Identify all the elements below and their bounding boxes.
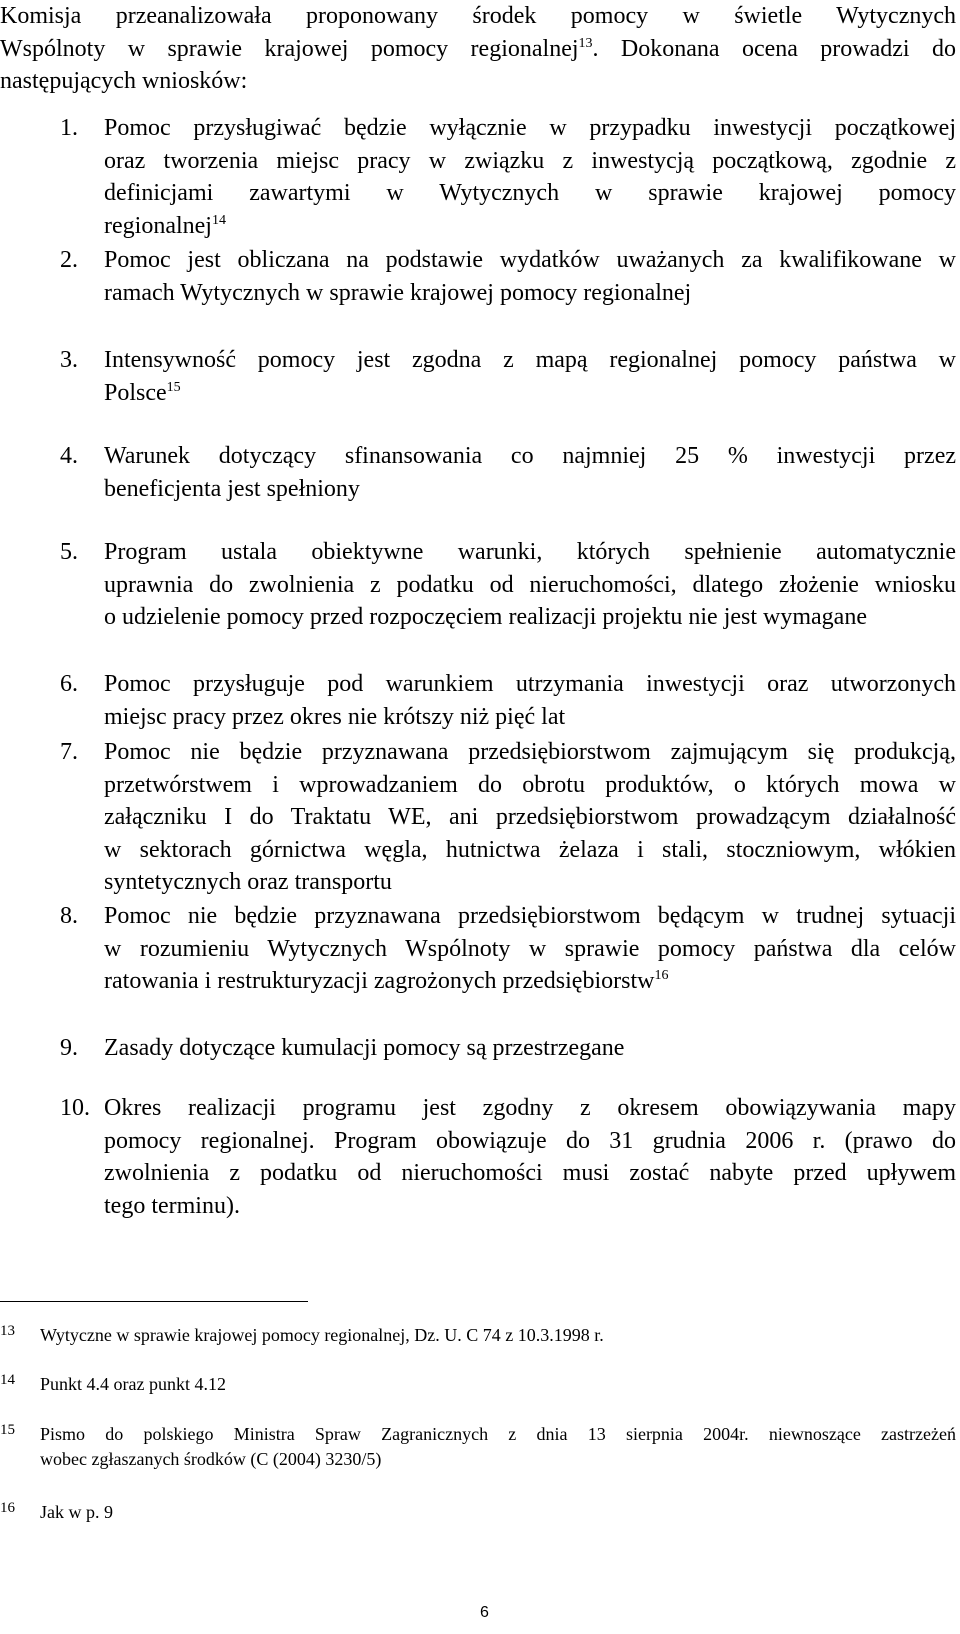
footnote-ref[interactable]: 16 [654, 968, 669, 983]
footnote-line: Jak w p. 9 [40, 1502, 113, 1522]
footnote-ref[interactable]: 13 [578, 35, 593, 51]
text-line: beneficjenta jest spełniony [104, 475, 360, 502]
footnote-line: Punkt 4.4 oraz punkt 4.12 [40, 1374, 226, 1394]
list-item-text [104, 244, 956, 309]
list-item-text [104, 1092, 956, 1222]
list-item-number: 5. [60, 539, 78, 565]
footnote-number: 13 [0, 1323, 15, 1339]
footnote-number: 15 [0, 1422, 15, 1438]
text-line: Pomoc jest obliczana na podstawie wydatków uważanych za kwalifikowane w [104, 247, 956, 273]
footnote-ref[interactable]: 15 [166, 379, 181, 395]
text-line: zwolnienia z podatku od nieruchomości musi zostać nabyte przed upływem [104, 1160, 956, 1186]
footnote-number: 14 [0, 1372, 15, 1388]
list-item-text [104, 440, 956, 505]
text-line: tego terminu). [104, 1192, 240, 1219]
text-line: ramach Wytycznych w sprawie krajowej pomocy regionalnej [104, 279, 692, 306]
text-line: w rozumieniu Wytycznych Wspólnoty w sprawie pomocy państwa dla celów [104, 935, 956, 962]
footnote-number: 16 [0, 1500, 15, 1516]
text-line: Warunek dotyczący sfinansowania co najmniej 25 % inwestycji przez [104, 443, 956, 469]
text-line: ratowania i restrukturyzacji zagrożonych przedsiębiorstw$^{16}$ [104, 968, 669, 994]
footnote-line: Wytyczne w sprawie krajowej pomocy regionalnej, Dz. U. C 74 z 10.3.1998 r. [40, 1325, 604, 1345]
text-line: przetwórstwem i wprowadzaniem do obrotu produktów, o których mowa w [104, 771, 956, 798]
text-line: Okres realizacji programu jest zgodny z okresem obowiązywania mapy [104, 1095, 956, 1121]
text-line: Polsce$^{15}$ [104, 379, 181, 406]
text-line: Program ustala obiektywne warunki, których spełnienie automatycznie [104, 539, 956, 565]
list-item-number: 10. [60, 1095, 90, 1121]
footnote-text [40, 1422, 956, 1472]
text-line: Zasady dotyczące kumulacji pomocy są przestrzegane [104, 1035, 625, 1061]
intro-line: następujących wniosków: [0, 68, 248, 94]
list-item-text [104, 1032, 956, 1065]
text-line: Pomoc nie będzie przyznawana przedsiębiorstwom będącym w trudnej sytuacji [104, 903, 956, 929]
footnote-separator [0, 1301, 308, 1302]
list-item-number: 1. [60, 115, 78, 141]
text-line: oraz tworzenia miejsc pracy w związku z inwestycją początkową, zgodnie z [104, 147, 956, 174]
list-item-number: 6. [60, 671, 78, 697]
footnote-text [40, 1323, 956, 1348]
footnote-text [40, 1372, 956, 1397]
text-line: syntetycznych oraz transportu [104, 869, 392, 895]
text-line: miejsc pracy przez okres nie krótszy niż pięć lat [104, 703, 566, 730]
list-item-text [104, 112, 956, 242]
list-item-text [104, 536, 956, 634]
text-line: Pomoc nie będzie przyznawana przedsiębiorstwom zajmującym się produkcją, [104, 739, 956, 765]
footnote-line: wobec zgłaszanych środków (C (2004) 3230/5) [40, 1449, 382, 1469]
text-line: Pomoc przysługiwać będzie wyłącznie w przypadku inwestycji początkowej [104, 115, 956, 141]
intro-line: Komisja przeanalizowała proponowany środek pomocy w świetle Wytycznych [0, 3, 956, 29]
list-item-text [104, 344, 956, 409]
page-number: 6 [480, 1604, 489, 1621]
footnote-line: Pismo do polskiego Ministra Spraw Zagranicznych z dnia 13 sierpnia 2004r. niewnoszące zastrzeżeń [40, 1424, 956, 1444]
footnote-ref[interactable]: 14 [211, 212, 226, 228]
text-line: o udzielenie pomocy przed rozpoczęciem realizacji projektu nie jest wymagane [104, 604, 867, 630]
list-item-text [104, 668, 956, 733]
text-line: regionalnej$^{14}$ [104, 212, 226, 239]
text-line: pomocy regionalnej. Program obowiązuje do 31 grudnia 2006 r. (prawo do [104, 1127, 956, 1154]
text-line: uprawnia do zwolnienia z podatku od nieruchomości, dlatego złożenie wniosku [104, 571, 956, 598]
list-item-number: 9. [60, 1035, 78, 1061]
intro-line: Wspólnoty w sprawie krajowej pomocy regionalnej$^{13}$. Dokonana ocena prowadzi do [0, 35, 956, 62]
text-line: Pomoc przysługuje pod warunkiem utrzymania inwestycji oraz utworzonych [104, 671, 956, 697]
list-item-number: 3. [60, 347, 78, 373]
footnote-text [40, 1500, 956, 1525]
list-item-number: 7. [60, 739, 78, 765]
list-item-text [104, 736, 956, 899]
intro-paragraph [0, 0, 956, 98]
text-line: w sektorach górnictwa węgla, hutnictwa żelaza i stali, stoczniowym, włókien [104, 836, 956, 863]
list-item-text [104, 900, 956, 998]
text-line: definicjami zawartymi w Wytycznych w sprawie krajowej pomocy [104, 180, 956, 206]
text-line: Intensywność pomocy jest zgodna z mapą regionalnej pomocy państwa w [104, 347, 956, 373]
text-line: załączniku I do Traktatu WE, ani przedsiębiorstwom prowadzącym działalność [104, 804, 956, 830]
list-item-number: 4. [60, 443, 78, 469]
list-item-number: 2. [60, 247, 78, 273]
list-item-number: 8. [60, 903, 78, 929]
